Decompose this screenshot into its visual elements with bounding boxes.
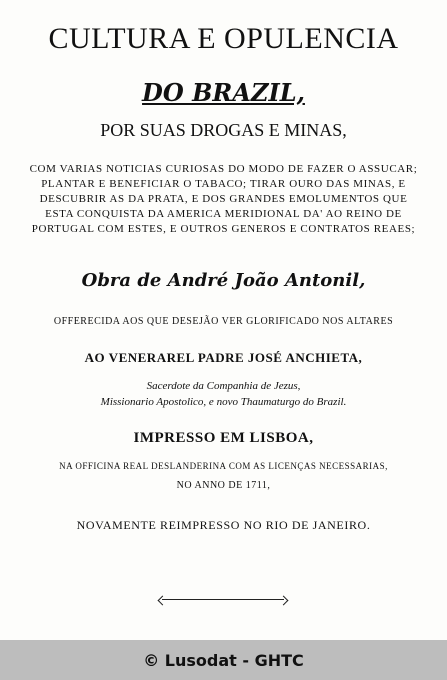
por-line: POR SUAS DROGAS E MINAS,	[100, 120, 347, 140]
venerable-line: AO VENERAREL PADRE JOSÉ ANCHIETA,	[84, 350, 363, 365]
copyright-footer	[0, 640, 447, 680]
society-line: Sacerdote da Companhia de Jezus,	[146, 380, 301, 392]
description-line: COM VARIAS NOTICIAS CURIOSAS DO MODO DE FAZER O ASSUCAR;	[29, 163, 418, 175]
year-line: NO ANNO DE 1711,	[176, 480, 271, 491]
description-line: PLANTAR E BENEFICIAR O TABACO; TIRAR OURO DAS MINAS, E	[41, 178, 406, 190]
printed-line: IMPRESSO EM LISBOA,	[133, 430, 314, 446]
reprint-line: NOVAMENTE REIMPRESSO NO RIO DE JANEIRO.	[76, 518, 371, 532]
book-subtitle: DO BRAZIL,	[142, 78, 305, 107]
office-line: NA OFFICINA REAL DESLANDERINA COM AS LICENÇAS NECESSARIAS,	[59, 461, 388, 471]
book-title: CULTURA E OPULENCIA	[48, 22, 399, 55]
description-line: DESCUBRIR AS DA PRATA, E DOS GRANDES EMOLUMENTOS QUE	[39, 193, 408, 205]
author-line: Obra de André João Antonil,	[81, 270, 366, 291]
missionary-line: Missionario Apostolico, e novo Thaumaturgo do Brazil.	[100, 396, 347, 408]
description-line: PORTUGAL COM ESTES, E OUTROS GENEROS E CONTRATOS REAES;	[31, 223, 416, 235]
copyright-text: © Lusodat - GHTC	[143, 650, 304, 670]
offered-line: OFFERECIDA AOS QUE DESEJÃO VER GLORIFICADO NOS ALTARES	[53, 316, 394, 327]
description-line: ESTA CONQUISTA DA AMERICA MERIDIONAL DA' AO REINO DE	[45, 208, 402, 220]
ornamental-rule	[162, 599, 284, 600]
